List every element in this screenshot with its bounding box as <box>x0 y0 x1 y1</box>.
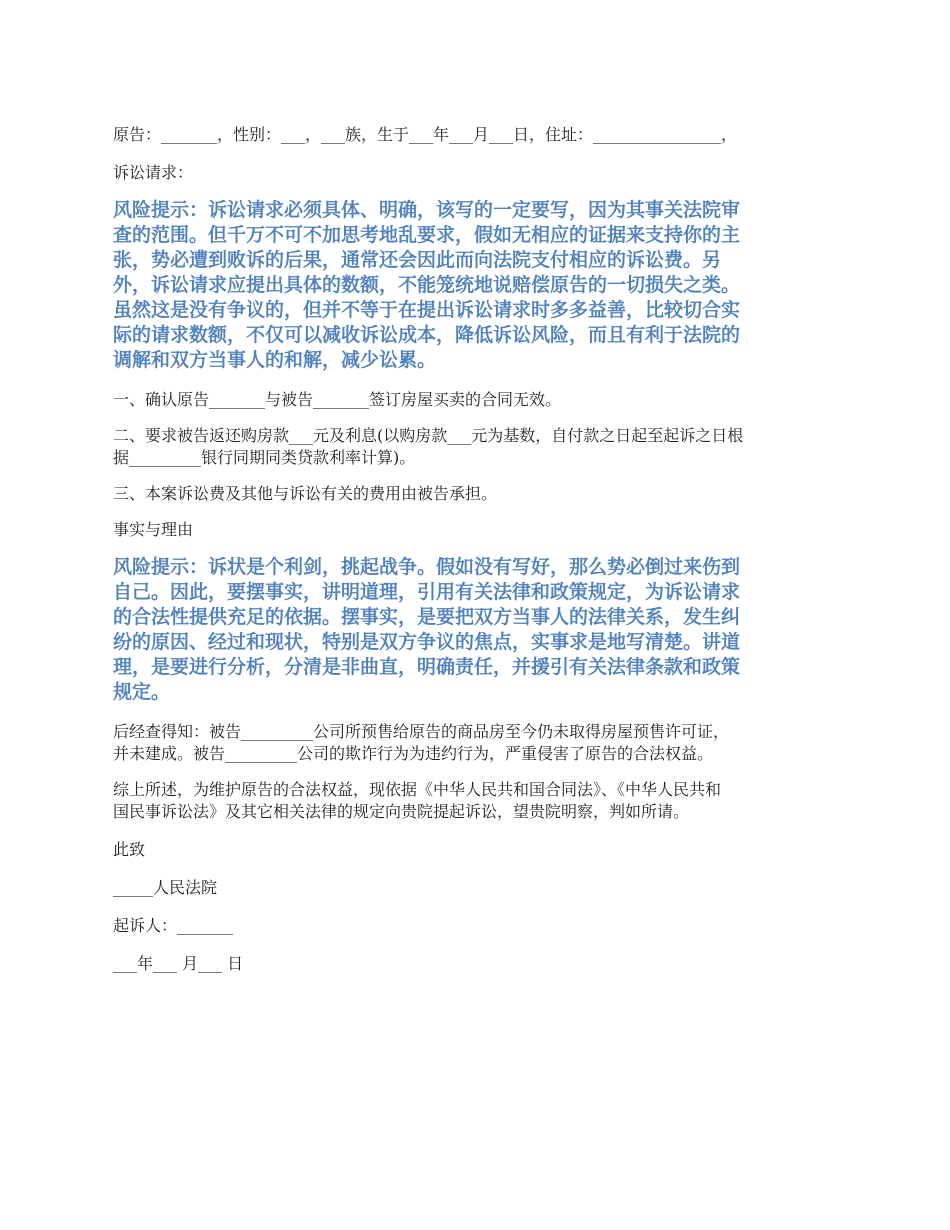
facts-heading: 事实与理由 <box>113 520 194 539</box>
court-name: _____人民法院 <box>113 878 218 897</box>
risk-tip-facts-line: 纷的原因、经过和现状，特别是双方争议的焦点，实事求是地写清楚。讲道 <box>113 631 741 653</box>
risk-tip-facts-line: 规定。 <box>113 681 171 703</box>
facts-paragraph-line: 并未建成。被告_________公司的欺诈行为为违约行为，严重侵害了原告的合法权益。 <box>113 744 714 763</box>
date-line: ___年___ 月___ 日 <box>113 954 244 973</box>
closing-salutation: 此致 <box>113 840 146 859</box>
claim-item-2-line: 二、要求被告返还购房款___元及利息(以购房款___元为基数，自付款之日起至起诉之日根 <box>113 426 744 445</box>
risk-tip-claims <box>113 198 841 373</box>
facts-paragraph-line: 后经查得知：被告_________公司所预售给原告的商品房至今仍未取得房屋预售许可证， <box>113 722 730 741</box>
risk-tip-facts-line: 风险提示：诉状是个利剑，挑起战争。假如没有写好，那么势必倒过来伤到 <box>113 556 741 578</box>
claim-item-3: 三、本案诉讼费及其他与诉讼有关的费用由被告承担。 <box>113 484 498 503</box>
risk-tip-claims-line: 虽然这是没有争议的，但并不等于在提出诉讼请求时多多益善，比较切合实 <box>113 299 741 321</box>
signer-line: 起诉人：_______ <box>113 916 234 935</box>
conclusion-paragraph-line: 综上所述，为维护原告的合法权益，现依据《中华人民共和国合同法》、《中华人民共和 <box>113 780 722 799</box>
risk-tip-facts <box>113 555 841 705</box>
claims-heading: 诉讼请求： <box>113 163 194 182</box>
conclusion-paragraph <box>113 779 841 823</box>
conclusion-paragraph-line: 国民事诉讼法》及其它相关法律的规定向贵院提起诉讼，望贵院明察，判如所请。 <box>113 802 690 821</box>
risk-tip-claims-line: 张，势必遭到败诉的后果，通常还会因此而向法院支付相应的诉讼费。另 <box>113 249 722 271</box>
facts-paragraph <box>113 721 841 765</box>
claim-item-2 <box>113 425 841 469</box>
risk-tip-facts-line: 理，是要进行分析，分清是非曲直，明确责任，并援引有关法律条款和政策 <box>113 656 741 678</box>
risk-tip-claims-line: 际的请求数额，不仅可以减收诉讼成本，降低诉讼风险，而且有利于法院的 <box>113 324 741 346</box>
claim-item-2-line: 据_________银行同期同类贷款利率计算)。 <box>113 448 416 467</box>
risk-tip-facts-line: 自己。因此，要摆事实，讲明道理，引用有关法律和政策规定，为诉讼请求 <box>113 581 741 603</box>
risk-tip-claims-line: 风险提示：诉讼请求必须具体、明确，该写的一定要写，因为其事关法院审 <box>113 199 741 221</box>
complaint-document <box>113 124 841 975</box>
claim-item-1: 一、确认原告_______与被告_______签订房屋买卖的合同无效。 <box>113 390 562 409</box>
risk-tip-claims-line: 查的范围。但千万不可不加思考地乱要求，假如无相应的证据来支持你的主 <box>113 224 741 246</box>
risk-tip-claims-line: 调解和双方当事人的和解，减少讼累。 <box>113 349 437 371</box>
plaintiff-info-line: 原告：_______，性别：___，___族，生于___年___月___日，住址：________________， <box>113 125 738 144</box>
risk-tip-claims-line: 外，诉讼请求应提出具体的数额，不能笼统地说赔偿原告的一切损失之类。 <box>113 274 741 296</box>
risk-tip-facts-line: 的合法性提供充足的依据。摆事实，是要把双方当事人的法律关系，发生纠 <box>113 606 741 628</box>
